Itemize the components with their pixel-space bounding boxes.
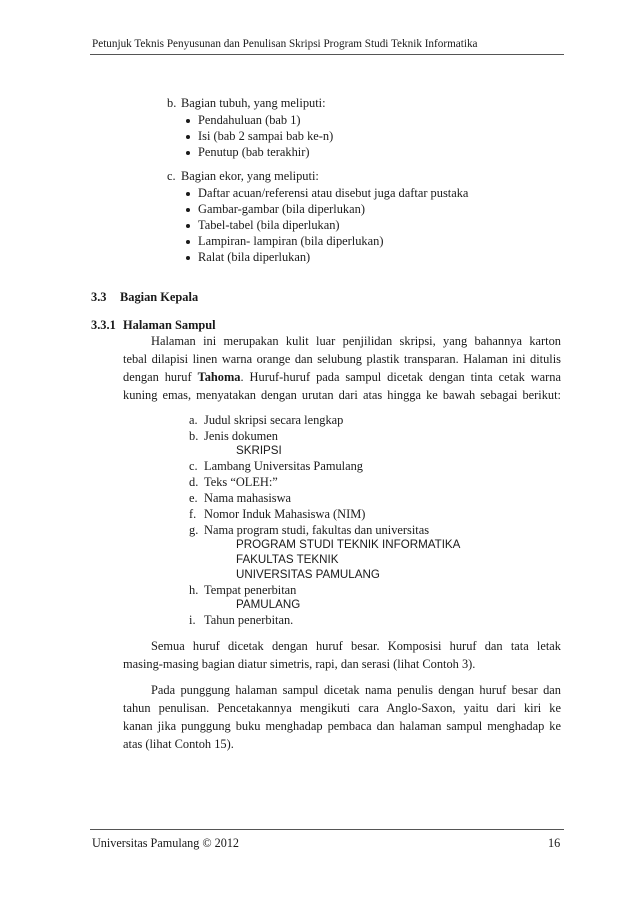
section-title-bagian-kepala: Bagian Kepala xyxy=(120,290,199,304)
list-item: Ralat (bila diperlukan) xyxy=(198,250,311,264)
list-item: Tabel-tabel (bila diperlukan) xyxy=(198,218,340,232)
list-item: Tempat penerbitan xyxy=(204,583,297,597)
header-divider xyxy=(90,54,564,55)
paragraph-line: masing-masing bagian diatur simetris, rapi, dan serasi (lihat Contoh 3). xyxy=(123,657,476,671)
list-item: Nama mahasiswa xyxy=(204,491,292,505)
text-run: dengan huruf xyxy=(123,370,192,384)
cover-text-example: SKRIPSI xyxy=(236,444,282,457)
font-name-bold: Tahoma xyxy=(197,370,241,384)
list-item: Teks “OLEH:” xyxy=(204,475,278,489)
list-item: Isi (bab 2 sampai bab ke-n) xyxy=(198,129,334,143)
list-marker: h. xyxy=(189,583,199,597)
bullet-icon xyxy=(186,151,190,155)
paragraph-line: atas (lihat Contoh 15). xyxy=(123,737,234,751)
paragraph-line: Halaman ini merupakan kulit luar penjilidan skripsi, yang bahannya karton xyxy=(151,334,561,348)
bullet-icon xyxy=(186,224,190,228)
paragraph-line: tahun penulisan. Pencetakannya mengikuti cara Anglo-Saxon, yaitu dari kiri ke xyxy=(123,701,561,715)
list-item: Lampiran- lampiran (bila diperlukan) xyxy=(198,234,384,248)
paragraph-line: kuning emas, menyatakan dengan urutan dari atas hingga ke bawah sebagai berikut: xyxy=(123,388,561,402)
paragraph-line: tebal dilapisi linen warna orange dan selubung plastik transparan. Halaman ini ditulis xyxy=(123,352,561,366)
list-marker: d. xyxy=(189,475,199,489)
list-marker-b: b. xyxy=(167,96,177,110)
list-marker: a. xyxy=(189,413,198,427)
section-number-3-3: 3.3 xyxy=(91,290,107,304)
text-run: . Huruf-huruf pada sampul dicetak dengan tinta cetak warna xyxy=(240,370,561,384)
cover-text-example: UNIVERSITAS PAMULANG xyxy=(236,568,380,581)
list-item: Jenis dokumen xyxy=(204,429,278,443)
list-item: Penutup (bab terakhir) xyxy=(198,145,310,159)
bullet-icon xyxy=(186,256,190,260)
list-marker: g. xyxy=(189,523,199,537)
bullet-icon xyxy=(186,240,190,244)
list-marker: i. xyxy=(189,613,196,627)
section-c-title: Bagian ekor, yang meliputi: xyxy=(181,169,319,183)
list-marker: f. xyxy=(189,507,197,521)
cover-text-example: PROGRAM STUDI TEKNIK INFORMATIKA xyxy=(236,538,461,551)
bullet-icon xyxy=(186,135,190,139)
cover-text-example: FAKULTAS TEKNIK xyxy=(236,553,339,566)
bullet-icon xyxy=(186,119,190,123)
list-marker: c. xyxy=(189,459,198,473)
paragraph-line xyxy=(123,369,561,385)
bullet-icon xyxy=(186,208,190,212)
footer-divider xyxy=(90,829,564,830)
list-item: Nama program studi, fakultas dan universitas xyxy=(204,523,430,537)
section-b-title: Bagian tubuh, yang meliputi: xyxy=(181,96,326,110)
paragraph-line: Pada punggung halaman sampul dicetak nama penulis dengan huruf besar dan xyxy=(151,683,561,697)
paragraph-line: kanan jika punggung buku menghadap pembaca dan halaman sampul menghadap ke xyxy=(123,719,561,733)
list-item: Judul skripsi secara lengkap xyxy=(204,413,344,427)
bullet-icon xyxy=(186,192,190,196)
list-item: Nomor Induk Mahasiswa (NIM) xyxy=(204,507,366,521)
list-marker: e. xyxy=(189,491,198,505)
section-number-3-3-1: 3.3.1 xyxy=(91,318,116,332)
list-item: Gambar-gambar (bila diperlukan) xyxy=(198,202,365,216)
section-title-halaman-sampul: Halaman Sampul xyxy=(123,318,216,332)
list-marker-c: c. xyxy=(167,169,176,183)
list-item: Tahun penerbitan. xyxy=(204,613,294,627)
page-number: 16 xyxy=(548,836,561,850)
list-item: Lambang Universitas Pamulang xyxy=(204,459,363,473)
list-item: Pendahuluan (bab 1) xyxy=(198,113,301,127)
running-header: Petunjuk Teknis Penyusunan dan Penulisan Skripsi Program Studi Teknik Informatika xyxy=(92,38,478,50)
paragraph-line: Semua huruf dicetak dengan huruf besar. Komposisi huruf dan tata letak xyxy=(151,639,561,653)
list-marker: b. xyxy=(189,429,199,443)
cover-text-example: PAMULANG xyxy=(236,598,301,611)
list-item: Daftar acuan/referensi atau disebut juga daftar pustaka xyxy=(198,186,469,200)
footer-institution: Universitas Pamulang © 2012 xyxy=(92,836,240,850)
